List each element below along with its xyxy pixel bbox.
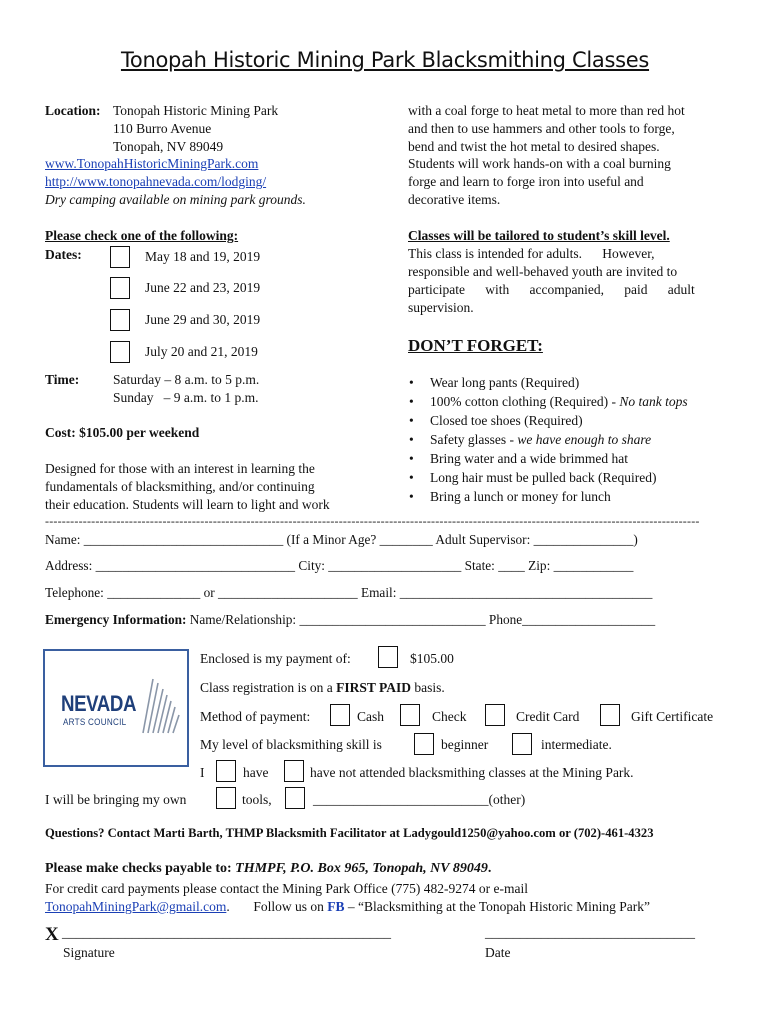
date-3-label: June 29 and 30, 2019	[145, 312, 261, 327]
time-saturday: Saturday – 8 a.m. to 5 p.m.	[113, 372, 260, 387]
intermediate-checkbox[interactable]	[512, 733, 532, 755]
telephone-row[interactable]: Telephone: ______________ or _____________________ Email: ______________________________________	[45, 585, 653, 600]
date-4-label: July 20 and 21, 2019	[145, 344, 258, 359]
location-label: Location:	[45, 103, 101, 118]
gift-certificate-checkbox[interactable]	[600, 704, 620, 726]
description-cont-6: decorative items.	[408, 192, 501, 207]
description-cont-5: forge and learn to forge iron into useful and	[408, 174, 644, 189]
description-cont-1: with a coal forge to heat metal to more than red hot	[408, 103, 685, 118]
attend-i: I	[200, 765, 205, 780]
check-label: Check	[432, 709, 467, 724]
credit-card-label: Credit Card	[516, 709, 580, 724]
description-cont-4: Students will work hands-on with a coal burning	[408, 156, 671, 171]
cash-checkbox[interactable]	[330, 704, 350, 726]
have-not-label: have not attended blacksmithing classes at the Mining Park.	[310, 765, 634, 780]
dates-label: Dates:	[45, 247, 82, 262]
description-line-2: fundamentals of blacksmithing, and/or continuing	[45, 479, 315, 494]
payment-checkbox[interactable]	[378, 646, 398, 668]
location-line-2: 110 Burro Avenue	[113, 121, 212, 136]
location-line-1: Tonopah Historic Mining Park	[113, 103, 279, 118]
emergency-row[interactable]: Emergency Information: Name/Relationship: ____________________________ Phone____________________	[45, 612, 656, 627]
cost: Cost: $105.00 per weekend	[45, 425, 200, 440]
cash-label: Cash	[357, 709, 384, 724]
logo-text: NEVADA	[61, 691, 137, 716]
tools-label: tools,	[242, 792, 272, 807]
description-cont-3: bend and twist the hot metal to desired shapes.	[408, 139, 660, 154]
date-2-checkbox[interactable]	[110, 277, 130, 299]
beginner-label: beginner	[441, 737, 489, 752]
time-sunday: Sunday – 9 a.m. to 1 p.m.	[113, 390, 259, 405]
skill-line-3: participate with accompanied, paid adult	[408, 282, 695, 297]
intermediate-label: intermediate.	[541, 737, 612, 752]
skill-line-1: This class is intended for adults. However,	[408, 246, 655, 261]
date-1-checkbox[interactable]	[110, 246, 130, 268]
description-line-1: Designed for those with an interest in learning the	[45, 461, 315, 476]
skill-heading: Classes will be tailored to student’s skill level.	[408, 228, 670, 243]
method-label: Method of payment:	[200, 709, 311, 724]
logo-stripes-icon	[139, 673, 183, 737]
address-row[interactable]: Address: ______________________________ City: ____________________ State: ____ Zip: ____________	[45, 558, 634, 573]
skill-line-4: supervision.	[408, 300, 474, 315]
skill-level-label: My level of blacksmithing skill is	[200, 737, 382, 752]
have-checkbox[interactable]	[216, 760, 236, 782]
nevada-arts-council-logo	[43, 649, 189, 767]
gift-certificate-label: Gift Certificate	[631, 709, 714, 724]
payment-amount: $105.00	[410, 651, 454, 666]
description-line-3: their education. Students will learn to light and work	[45, 497, 330, 512]
signature-line[interactable]: _______________________________________________	[62, 926, 391, 941]
tools-prefix: I will be bringing my own	[45, 792, 187, 807]
registration-note: Class registration is on a FIRST PAID basis.	[200, 680, 445, 695]
enclosed-label: Enclosed is my payment of:	[200, 651, 351, 666]
dates-heading: Please check one of the following:	[45, 228, 239, 243]
date-3-checkbox[interactable]	[110, 309, 130, 331]
camping-note: Dry camping available on mining park grounds.	[45, 192, 306, 207]
description-cont-2: and then to use hammers and other tools to forge,	[408, 121, 675, 136]
credit-card-info: For credit card payments please contact the Mining Park Office (775) 482-9274 or e-mail	[45, 881, 528, 896]
page-title: Tonopah Historic Mining Park Blacksmithing Classes	[120, 48, 650, 72]
checks-payable: Please make checks payable to: THMPF, P.O. Box 965, Tonopah, NV 89049.	[45, 861, 492, 876]
questions-contact: Questions? Contact Marti Barth, THMP Blacksmith Facilitator at Ladygould1250@yahoo.com or (702)-461-4323	[45, 826, 654, 840]
date-line[interactable]: ______________________________	[485, 926, 695, 941]
skill-line-2: responsible and well-behaved youth are invited to	[408, 264, 678, 279]
tools-checkbox[interactable]	[216, 787, 236, 809]
beginner-checkbox[interactable]	[414, 733, 434, 755]
signature-x: X	[45, 924, 59, 945]
name-row[interactable]: Name: ______________________________ (If a Minor Age? ________ Adult Supervisor: _______________)	[45, 532, 638, 547]
dont-forget-heading: DON’T FORGET:	[408, 336, 543, 355]
lodging-link[interactable]: http://www.tonopahnevada.com/lodging/	[45, 174, 267, 189]
website-link[interactable]: www.TonopahHistoricMiningPark.com	[45, 156, 259, 171]
contact-line: TonopahMiningPark@gmail.com. Follow us on FB – “Blacksmithing at the Tonopah Historic Mining Park”	[45, 899, 651, 914]
have-label: have	[243, 765, 269, 780]
location-line-3: Tonopah, NV 89049	[113, 139, 224, 154]
other-checkbox[interactable]	[285, 787, 305, 809]
logo-subtext: ARTS COUNCIL	[63, 717, 127, 727]
date-1-label: May 18 and 19, 2019	[145, 249, 261, 264]
cut-line-separator: ------------------------------------------------------------------------------------------------------------------------------------------------------------	[45, 514, 700, 528]
other-field[interactable]: __________________________(other)	[313, 792, 526, 807]
have-not-checkbox[interactable]	[284, 760, 304, 782]
date-4-checkbox[interactable]	[110, 341, 130, 363]
signature-label: Signature	[63, 945, 115, 960]
date-2-label: June 22 and 23, 2019	[145, 280, 261, 295]
time-label: Time:	[45, 372, 80, 387]
email-link[interactable]: TonopahMiningPark@gmail.com	[45, 899, 227, 914]
date-label: Date	[485, 945, 511, 960]
credit-card-checkbox[interactable]	[485, 704, 505, 726]
check-checkbox[interactable]	[400, 704, 420, 726]
